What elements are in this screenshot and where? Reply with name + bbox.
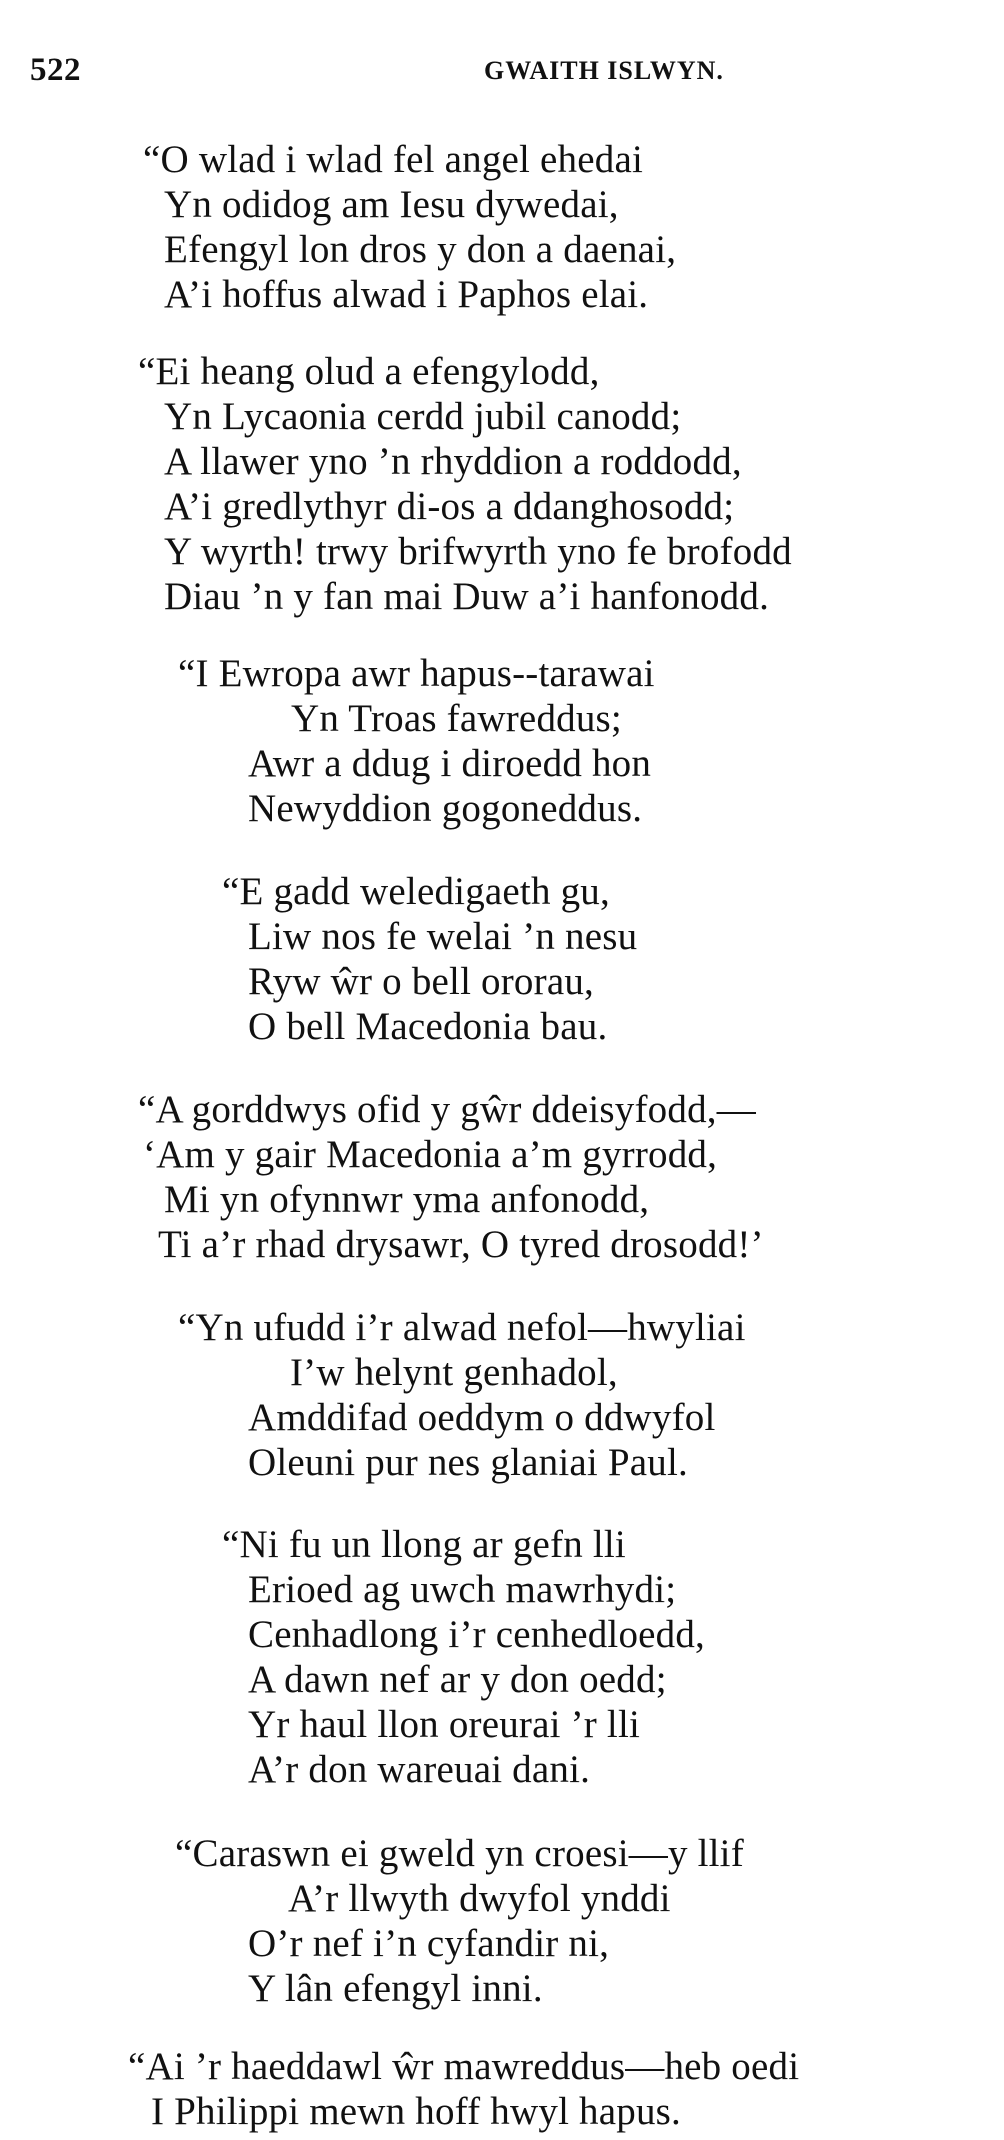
verse-line: I’w helynt genhadol,: [290, 1351, 618, 1394]
running-head: GWAITH ISLWYN.: [484, 56, 724, 85]
verse-line: “E gadd weledigaeth gu,: [222, 870, 610, 913]
verse-line: Newyddion gogoneddus.: [248, 787, 643, 830]
verse-line: “Yn ufudd i’r alwad nefol—hwyliai: [178, 1306, 746, 1349]
verse-line: “I Ewropa awr hapus--tarawai: [178, 652, 655, 695]
verse-line: “O wlad i wlad fel angel ehedai: [143, 138, 643, 181]
verse-line: Y lân efengyl inni.: [248, 1967, 543, 2010]
page-number: 522: [30, 52, 81, 88]
verse-line: “Ai ’r haeddawl ŵr mawreddus—heb oedi: [128, 2045, 800, 2088]
verse-line: “Caraswn ei gweld yn croesi—y llif: [175, 1832, 744, 1875]
verse-line: ‘Am y gair Macedonia a’m gyrrodd,: [143, 1133, 718, 1176]
verse-line: Yn odidog am Iesu dywedai,: [164, 183, 619, 226]
verse-line: Erioed ag uwch mawrhydi;: [248, 1568, 677, 1611]
verse-line: “A gorddwys ofid y gŵr ddeisyfodd,—: [138, 1088, 756, 1131]
verse-line: Diau ’n y fan mai Duw a’i hanfonodd.: [164, 575, 770, 618]
verse-line: Efengyl lon dros y don a daenai,: [164, 228, 677, 271]
verse-line: A dawn nef ar y don oedd;: [248, 1658, 667, 1701]
verse-line: A’i gredlythyr di-os a ddanghosodd;: [164, 485, 735, 528]
verse-line: A’r don wareuai dani.: [248, 1748, 591, 1791]
verse-line: A’r llwyth dwyfol ynddi: [288, 1877, 671, 1920]
verse-line: Oleuni pur nes glaniai Paul.: [248, 1441, 688, 1484]
verse-line: A llawer yno ’n rhyddion a roddodd,: [164, 440, 742, 483]
verse-line: O bell Macedonia bau.: [248, 1005, 608, 1048]
verse-line: “Ni fu un llong ar gefn lli: [222, 1523, 626, 1566]
verse-line: O’r nef i’n cyfandir ni,: [248, 1922, 610, 1965]
verse-line: Amddifad oeddym o ddwyfol: [248, 1396, 716, 1439]
verse-line: Y wyrth! trwy brifwyrth yno fe brofodd: [164, 530, 792, 573]
verse-line: “Ei heang olud a efengylodd,: [138, 350, 600, 393]
verse-line: Mi yn ofynnwr yma anfonodd,: [164, 1178, 650, 1221]
verse-line: A’i hoffus alwad i Paphos elai.: [164, 273, 649, 316]
verse-line: Yn Lycaonia cerdd jubil canodd;: [164, 395, 682, 438]
verse-line: Yn Troas fawreddus;: [291, 697, 622, 740]
verse-line: Yr haul llon oreurai ’r lli: [248, 1703, 641, 1746]
verse-line: Ti a’r rhad drysawr, O tyred drosodd!’: [158, 1223, 764, 1266]
verse-line: Ryw ŵr o bell ororau,: [248, 960, 594, 1003]
page-header: [0, 52, 1004, 92]
verse-line: Cenhadlong i’r cenhedloedd,: [248, 1613, 706, 1656]
verse-line: Awr a ddug i diroedd hon: [248, 742, 652, 785]
verse-line: Liw nos fe welai ’n nesu: [248, 915, 638, 958]
verse-line: I Philippi mewn hoff hwyl hapus.: [151, 2090, 681, 2133]
